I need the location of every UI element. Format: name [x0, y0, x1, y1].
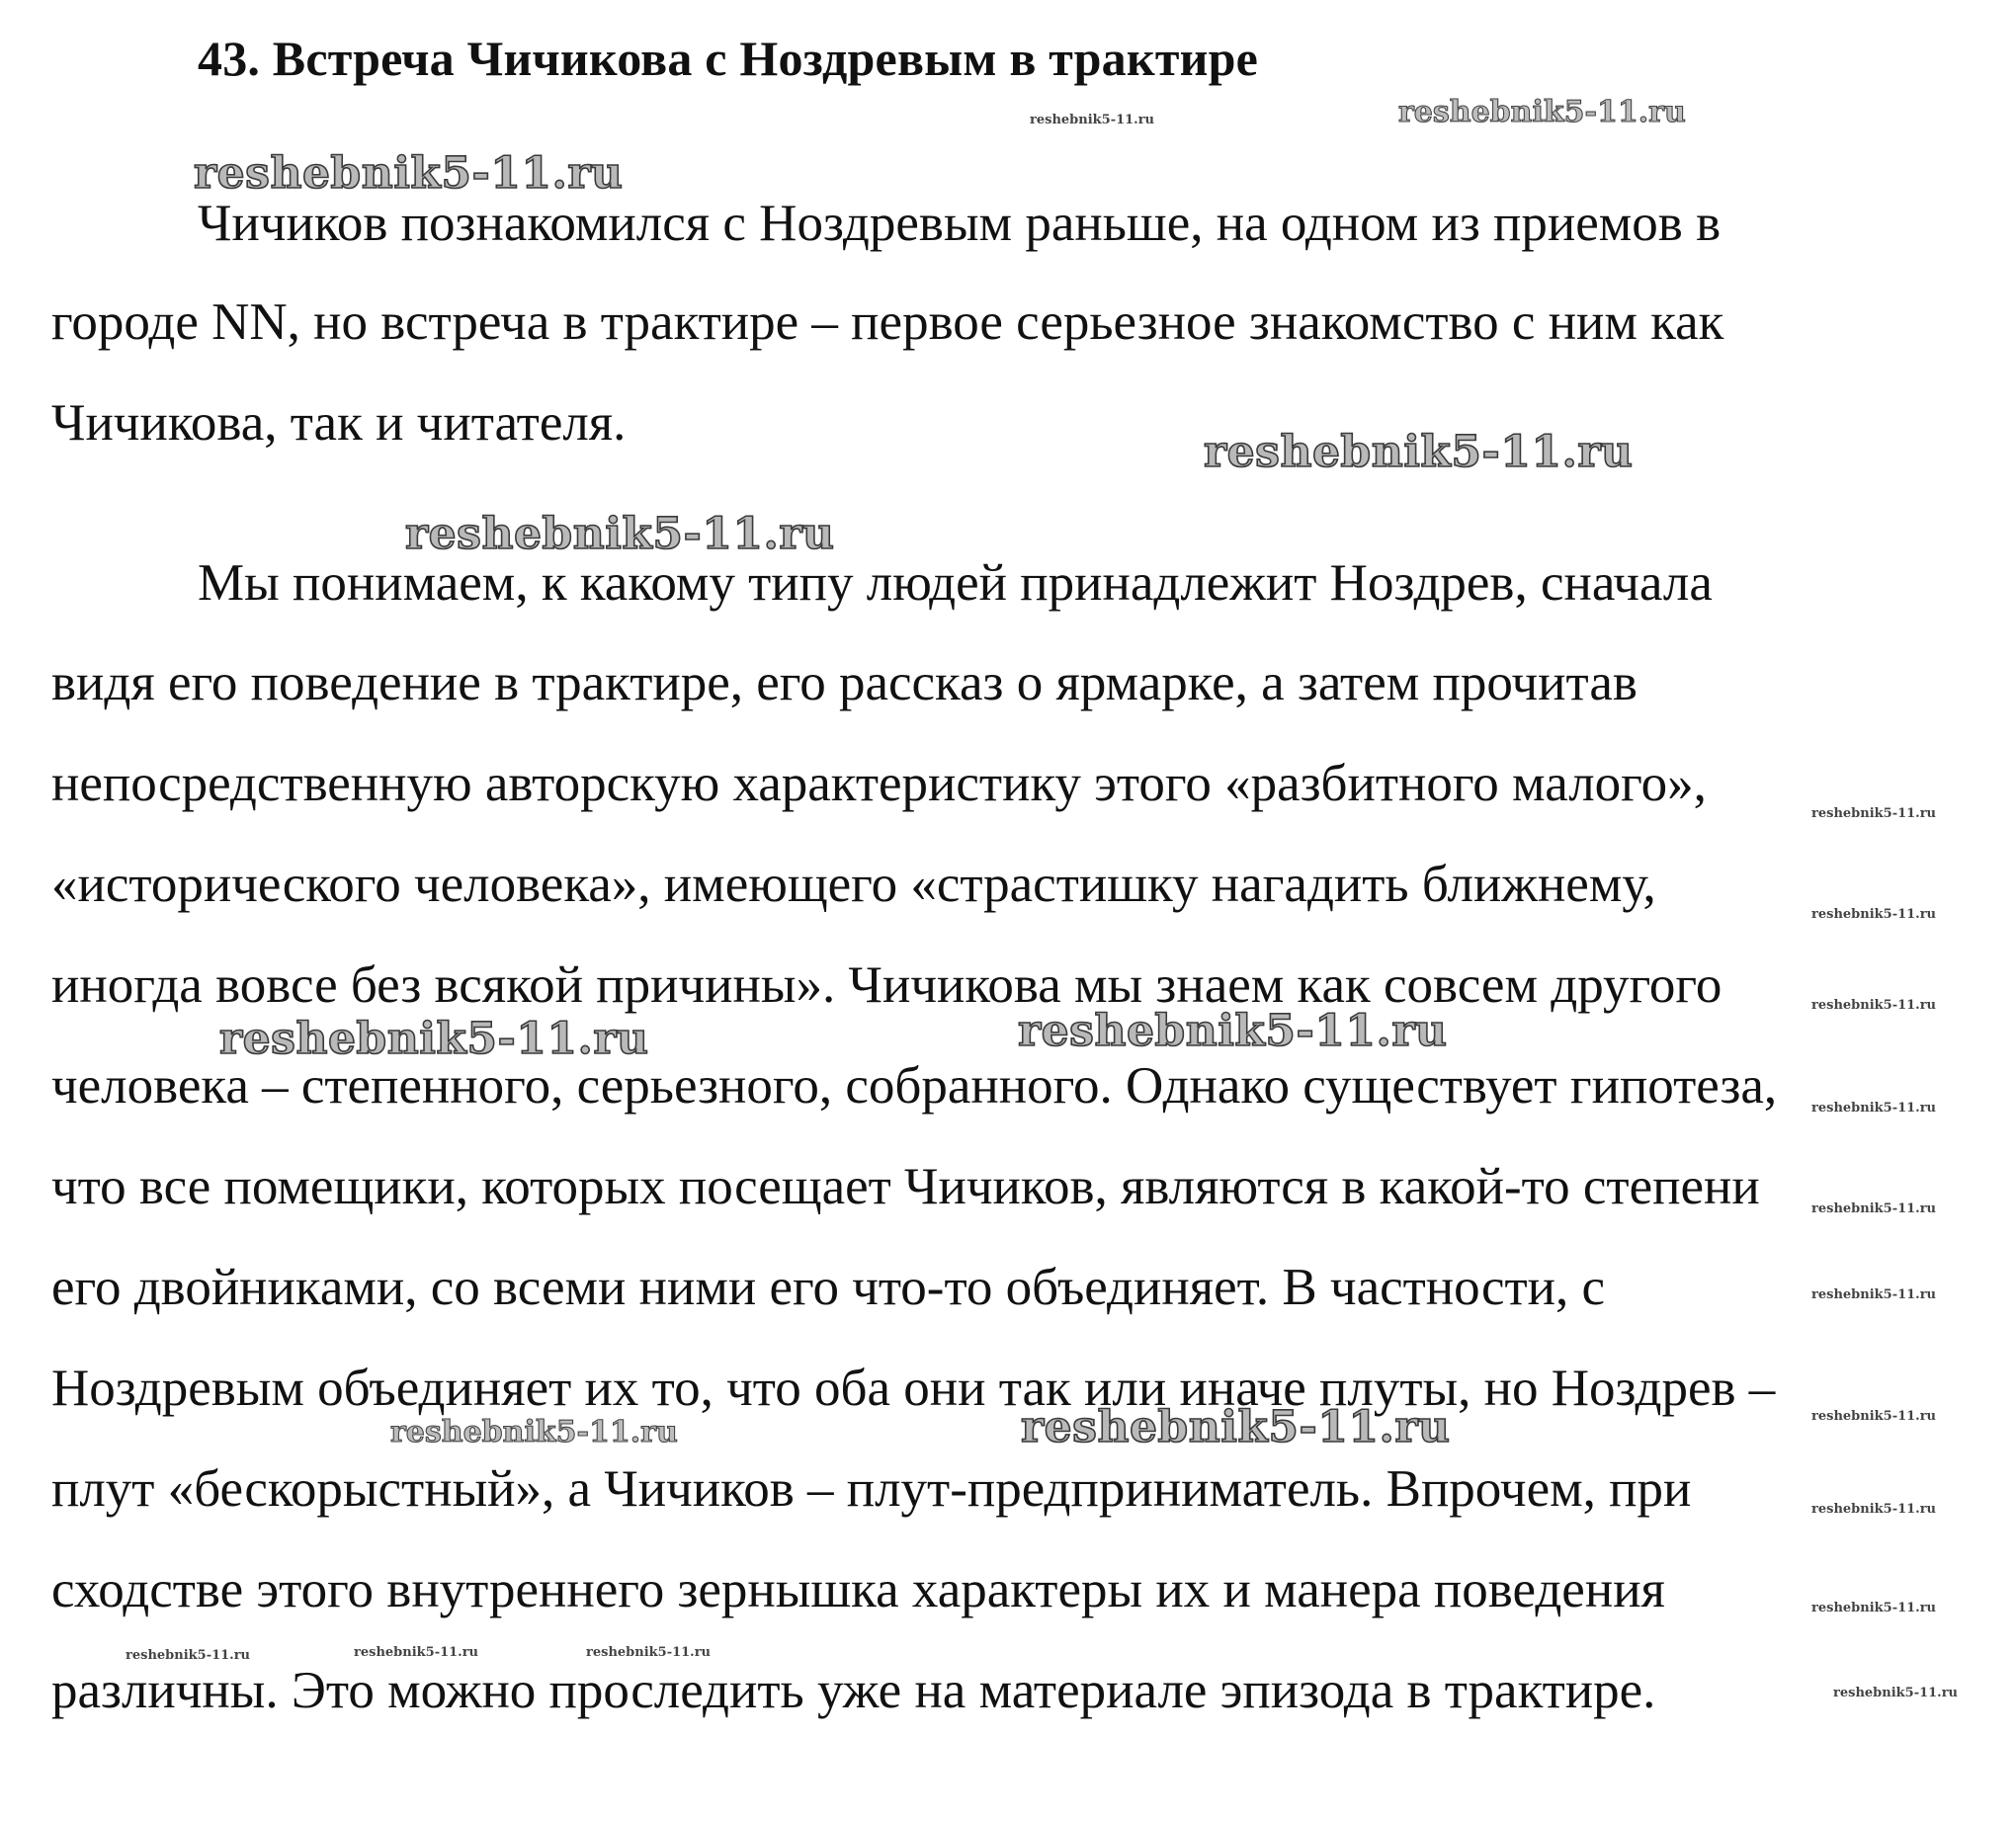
watermark: reshebnik5-11.ru — [405, 509, 835, 559]
watermark: reshebnik5-11.ru — [586, 1645, 712, 1660]
text-line: «исторического человека», имеющего «страстишку нагадить ближнему, — [51, 856, 1656, 913]
watermark: reshebnik5-11.ru — [354, 1645, 479, 1660]
watermark: reshebnik5-11.ru — [1811, 806, 1937, 821]
watermark: reshebnik5-11.ru — [219, 1014, 649, 1064]
watermark: reshebnik5-11.ru — [1018, 1006, 1448, 1056]
text-line: Чичиков познакомился с Ноздревым раньше, на одном из приемов в — [198, 195, 1722, 252]
text-line: иногда вовсе без всякой причины». Чичикова мы знаем как совсем другого — [51, 956, 1722, 1014]
text-line: сходстве этого внутреннего зернышка характеры их и манера поведения — [51, 1561, 1665, 1618]
text-line: человека – степенного, серьезного, собранного. Однако существует гипотеза, — [51, 1057, 1778, 1115]
watermark: reshebnik5-11.ru — [1811, 907, 1937, 922]
watermark: reshebnik5-11.ru — [1811, 1502, 1937, 1517]
text-line: Чичикова, так и читателя. — [51, 394, 627, 452]
text-line: Ноздревым объединяет их то, что оба они так или иначе плуты, но Ноздрев – — [51, 1360, 1776, 1417]
watermark: reshebnik5-11.ru — [1811, 1101, 1937, 1116]
text-line: непосредственную авторскую характеристику этого «разбитного малого», — [51, 755, 1707, 812]
watermark: reshebnik5-11.ru — [1021, 1402, 1451, 1452]
watermark: reshebnik5-11.ru — [1204, 427, 1634, 477]
text-line: его двойниками, со всеми ними его что-то объединяет. В частности, с — [51, 1259, 1606, 1316]
watermark: reshebnik5-11.ru — [1398, 95, 1686, 129]
text-line: что все помещики, которых посещает Чичиков, являются в какой-то степени — [51, 1158, 1760, 1215]
document-title: 43. Встреча Чичикова с Ноздревым в трактире — [198, 31, 1259, 86]
text-line: городе NN, но встреча в трактире – первое серьезное знакомство с ним как — [51, 293, 1724, 351]
text-line: видя его поведение в трактире, его рассказ о ярмарке, а затем прочитав — [51, 654, 1638, 711]
watermark: reshebnik5-11.ru — [194, 148, 624, 199]
watermark: reshebnik5-11.ru — [126, 1648, 251, 1663]
watermark: reshebnik5-11.ru — [1833, 1686, 1959, 1700]
watermark: reshebnik5-11.ru — [1811, 998, 1937, 1013]
text-line: различны. Это можно проследить уже на материале эпизода в трактире. — [51, 1662, 1656, 1719]
watermark: reshebnik5-11.ru — [1811, 1287, 1937, 1302]
watermark: reshebnik5-11.ru — [1811, 1409, 1937, 1424]
text-line: Мы понимаем, к какому типу людей принадлежит Ноздрев, сначала — [198, 554, 1713, 612]
watermark: reshebnik5-11.ru — [390, 1415, 678, 1449]
text-line: плут «бескорыстный», а Чичиков – плут-предприниматель. Впрочем, при — [51, 1460, 1692, 1518]
watermark: reshebnik5-11.ru — [1030, 113, 1155, 127]
watermark: reshebnik5-11.ru — [1811, 1601, 1937, 1615]
watermark: reshebnik5-11.ru — [1811, 1201, 1937, 1216]
